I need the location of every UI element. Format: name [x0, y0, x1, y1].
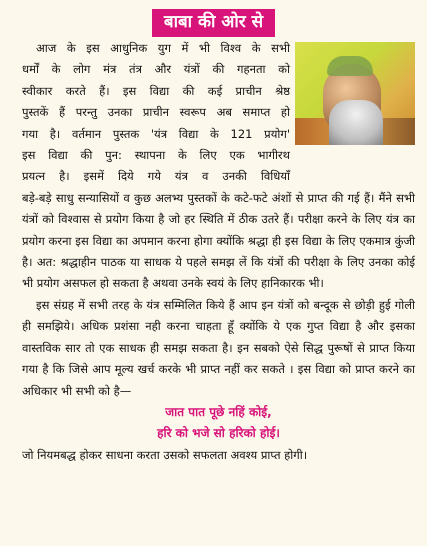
para1-line: प्रयत्न है। इसमें दिये गये यंत्र व उनकी विधियाँ	[22, 169, 290, 184]
article-body	[22, 38, 415, 466]
para1-line: पुस्तकें हैं परन्तु उनका प्राचीन स्वरूप अब समाप्त हो	[22, 105, 290, 120]
para1-line: आज के इस आधुनिक युग में भी विश्व के सभी	[36, 41, 290, 55]
quote-line: जात पात पूछे नहिं कोई,	[165, 404, 272, 419]
quote-box	[22, 402, 415, 445]
closing-line: जो नियमबद्ध होकर साधना करता उसको सफलता अवश्य प्राप्त होगी।	[22, 447, 308, 462]
title-wrapper	[0, 9, 427, 37]
page-title: बाबा की ओर से	[152, 9, 275, 37]
para1-line: स्वीकार करते हैं। इस विद्या की कई प्राचीन श्रेष्ठ	[22, 83, 290, 98]
para1-line: गया है। वर्तमान पुस्तक 'यंत्र विद्या के 121 प्रयोग'	[22, 126, 290, 141]
para2: इस संग्रह में सभी तरह के यंत्र सम्मिलित किये हैं आप इन यंत्रों को बन्दूक से छोड़ी हुई गोली ही समझिये। अधिक प्रशंसा नही करना चाहता हूँ क्योंकि ये एक गुप्त विद्या है और इसका वास्तविक सार तो एक साधक ही समझ सकता है। इन सबको ऐसे सिद्ध पुरूषों से प्राप्त किया गया है कि जिसे आप मूल्य खर्च करके भी प्राप्त नहीं कर सकते । इस विद्या को प्राप्त करने का अधिकार भी सभी को है—	[22, 297, 415, 398]
para1-line: धर्मों के लोग मंत्र तंत्र और यंत्रों की गहनता को	[22, 62, 290, 77]
para1-continued: बड़े-बड़े साधु सन्यासियों व कुछ अलभ्य पुस्तकों के कटे-फटे अंशों से प्राप्त की गई हैं। मैंने सभी यंत्रों को विश्वास से प्रयोग किया है जो हर स्थिति में ठीक उतरे हैं। परीक्षा करने के लिए यंत्र का प्रयोग करना इस विद्या का अपमान करना होगा क्योंकि श्रद्धा ही इस विद्या के लिए एकमात्र कुंजी है। अत: श्रद्धाहीन पाठक या साधक ये पहले समझ लें कि यंत्रों की परीक्षा के लिए उनका कोई भी प्रयोग असफल हो सकता है अथवा उनके स्वयं के लिए हानिकारक भी।	[22, 190, 415, 291]
quote-line: हरि को भजे सो हरिको होई।	[157, 426, 280, 441]
para1-line: इस विद्या की पुन: स्थापना के लिए एक भागीरथ	[22, 148, 290, 163]
